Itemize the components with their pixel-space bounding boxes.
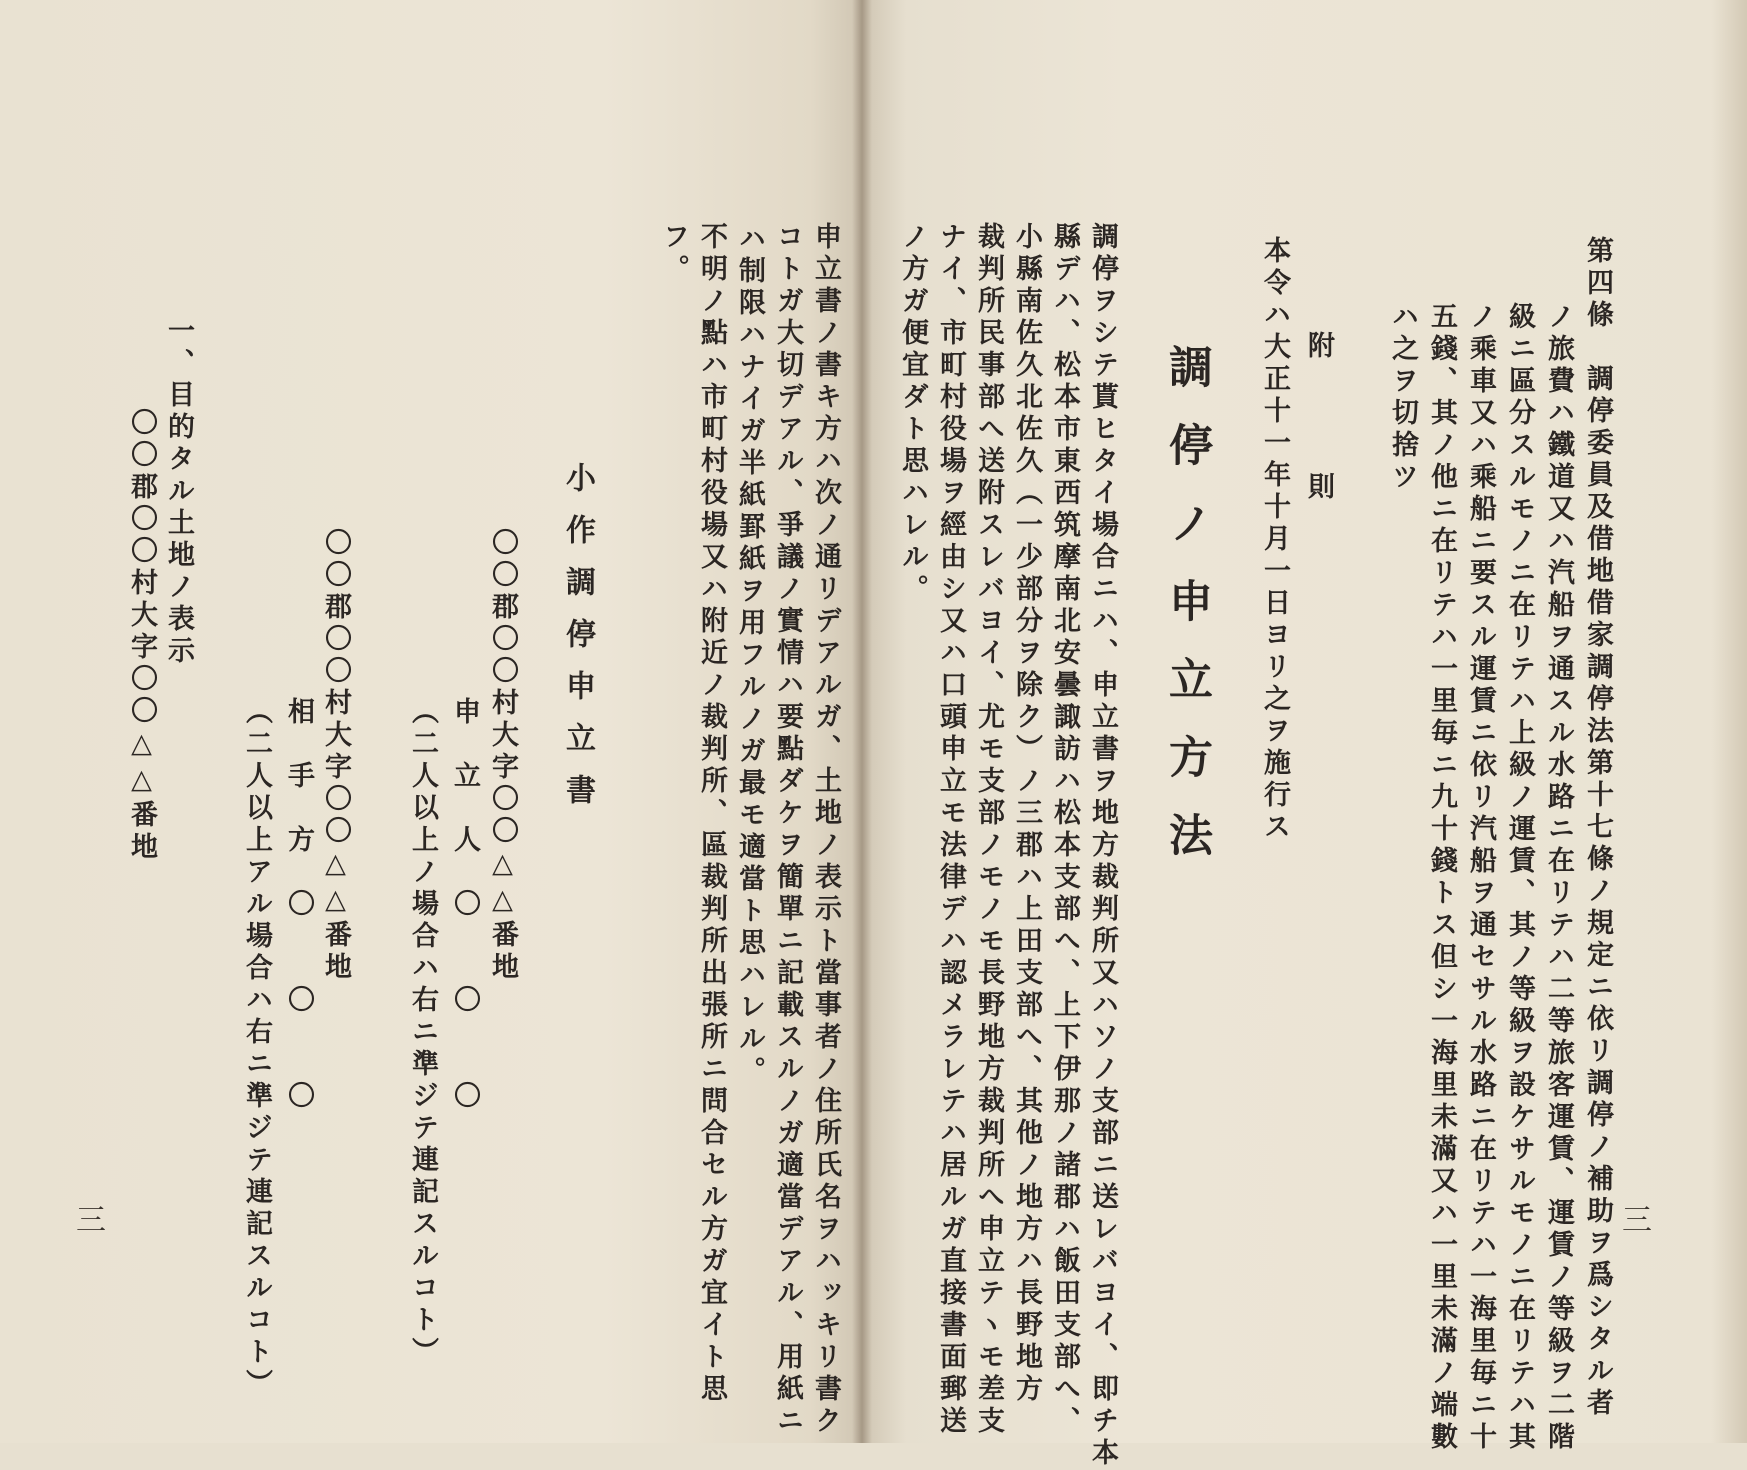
item1-label: 一、目的タル土地ノ表示 xyxy=(163,316,194,668)
article4-line-1: 第四條 調停委員及借地借家調停法第十七條ノ規定ニ依リ調停ノ補助ヲ爲シタル者 xyxy=(1582,236,1613,1420)
respondent-address: 〇〇郡〇〇村大字〇〇△△番地 xyxy=(320,528,351,984)
applicant-note: （二人以上ノ場合ハ右ニ準ジテ連記スルコト） xyxy=(407,697,438,1369)
method-paragraph1-line-4: 裁判所民事部へ送附スレバヨイ、尤モ支部ノモノモ長野地方裁判所へ申立テヽモ差支 xyxy=(973,222,1004,1438)
book-gutter xyxy=(852,0,872,1443)
respondent-note: （二人以上アル場合ハ右ニ準ジテ連記スルコト） xyxy=(241,697,272,1401)
method-paragraph1-line-3: 小縣南佐久北佐久（一少部分ヲ除ク）ノ三郡ハ上田支部へ、其他ノ地方ハ長野地方 xyxy=(1011,222,1042,1406)
form-title: 小作調停申立書 xyxy=(560,462,595,826)
item1-value: 〇〇郡〇〇村大字〇〇△△番地 xyxy=(126,408,157,864)
method-title: 調停ノ申立方法 xyxy=(1161,344,1212,890)
method-paragraph2-line-2: コトガ大切デアル、爭議ノ實情ハ要點ダケヲ簡單ニ記載スルノガ適當デアル、用紙ニ xyxy=(772,222,803,1438)
article4-line-6: ハ之ヲ切捨ツ xyxy=(1387,302,1418,494)
left-page xyxy=(0,0,862,1443)
method-paragraph2-line-5: フ。 xyxy=(658,222,689,286)
applicant-address: 〇〇郡〇〇村大字〇〇△△番地 xyxy=(487,528,518,984)
article4-line-4: ノ乘車又ハ乘船ニ要スル運賃ニ依リ汽船ヲ通セサル水路ニ在リテハ一海里毎ニ十 xyxy=(1465,302,1496,1454)
page-edge xyxy=(1711,0,1747,1443)
article4-line-5: 五錢、其ノ他ニ在リテハ一里毎ニ九十錢トス但シ一海里未滿又ハ一里未滿ノ端數 xyxy=(1426,302,1457,1454)
right-page xyxy=(862,0,1747,1470)
method-paragraph2-line-3: ハ制限ハナイガ半紙罫紙ヲ用フルノガ最モ適當ト思ハレル。 xyxy=(734,224,765,1088)
supplementary-heading: 附 則 xyxy=(1303,331,1334,519)
applicant-label: 申 立 人 〇 〇 〇 xyxy=(449,697,480,1113)
method-paragraph1-line-2: 縣デハ、松本市東西筑摩南北安曇諏訪ハ松本支部へ、上下伊那ノ諸郡ハ飯田支部へ、 xyxy=(1049,222,1080,1438)
left-page-number: 三 xyxy=(76,1203,106,1238)
supplementary-text: 本令ハ大正十一年十月一日ヨリ之ヲ施行ス xyxy=(1259,236,1290,844)
article4-line-3: 級ニ區分スルモノニ在リテハ上級ノ運賃、其ノ等級ヲ設ケサルモノニ在リテハ其 xyxy=(1504,302,1535,1454)
respondent-label: 相 手 方 〇 〇 〇 xyxy=(283,697,314,1113)
article4-line-2: ノ旅費ハ鐵道又ハ汽船ヲ通スル水路ニ在リテハ二等旅客運賃、運賃ノ等級ヲ二階 xyxy=(1543,302,1574,1454)
method-paragraph2-line-1: 申立書ノ書キ方ハ次ノ通リデアルガ、土地ノ表示ト當事者ノ住所氏名ヲハッキリ書ク xyxy=(810,222,841,1438)
method-paragraph2-line-4: 不明ノ點ハ市町村役場又ハ附近ノ裁判所、區裁判所出張所ニ問合セル方ガ宜イト思 xyxy=(696,222,727,1406)
method-paragraph1-line-1: 調停ヲシテ貰ヒタイ場合ニハ、申立書ヲ地方裁判所又ハソノ支部ニ送レバヨイ、即チ本 xyxy=(1087,222,1118,1470)
method-paragraph1-line-5: ナイ、市町村役場ヲ經由シ又ハ口頭申立モ法律デハ認メラレテハ居ルガ直接書面郵送 xyxy=(935,222,966,1438)
right-page-number: 三 xyxy=(1622,1203,1652,1238)
method-paragraph1-line-6: ノ方ガ便宜ダト思ハレル。 xyxy=(897,222,928,606)
